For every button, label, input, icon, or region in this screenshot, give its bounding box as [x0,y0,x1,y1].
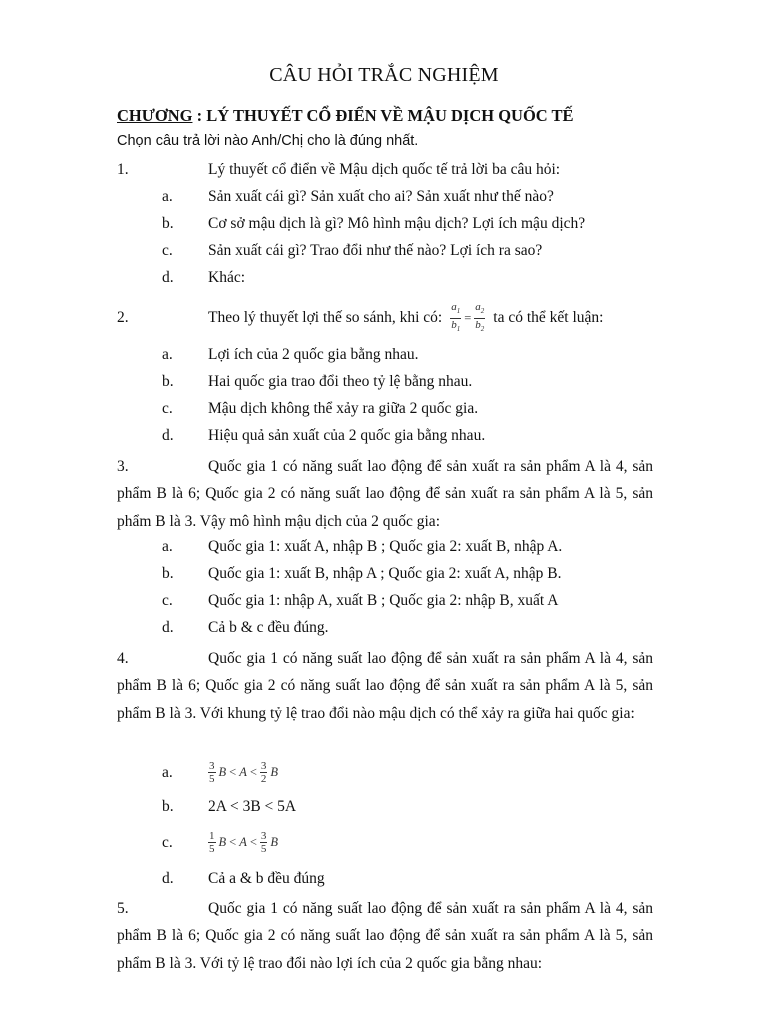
q2-option-d-letter: d. [162,427,174,444]
question-1-number: 1. [117,161,129,178]
q1-option-a-text: Sản xuất cái gì? Sản xuất cho ai? Sản xuất như thế nào? [208,188,554,205]
question-2-text-after: ta có thể kết luận: [493,309,604,326]
question-3-text: Quốc gia 1 có năng suất lao động để sản xuất ra sản phẩm A là 4, sản phẩm B là 6; Quốc gia 2 có năng suất lao động để sản xuất ra sản phẩm A là 5, sản phẩm B là 3. Vậy mô hình mậu dịch của 2 quốc gia: [117,458,653,530]
q2-option-b-letter: b. [162,373,174,390]
q3-option-a-text: Quốc gia 1: xuất A, nhập B ; Quốc gia 2: xuất B, nhập A. [208,538,563,555]
ratio-formula: $\frac{a_1}{b_1}$ = $\frac{a_2}{b_2}$ [451,301,485,333]
q3-option-b-text: Quốc gia 1: xuất B, nhập A ; Quốc gia 2: xuất A, nhập B. [208,565,562,582]
q2-option-c-letter: c. [162,400,173,417]
chapter-heading [117,106,574,126]
question-5-text: Quốc gia 1 có năng suất lao động để sản xuất ra sản phẩm A là 4, sản phẩm B là 6; Quốc gia 2 có năng suất lao động để sản xuất ra sản phẩm A là 5, sản phẩm B là 3. Với tỷ lệ trao đổi nào lợi ích của 2 quốc gia bằng nhau: [117,900,653,972]
chapter-label: CHƯƠNG [117,106,193,125]
q4-option-a-inequality: 3 5 B < A < 3 2 B [209,759,279,785]
q3-option-a-letter: a. [162,538,173,555]
q2-option-d-text: Hiệu quả sản xuất của 2 quốc gia bằng nhau. [208,427,486,444]
q1-option-c-letter: c. [162,242,173,259]
q3-option-d-text: Cả b & c đều đúng. [208,619,329,636]
q2-option-a-text: Lợi ích của 2 quốc gia bằng nhau. [208,346,419,363]
q1-option-d-text: Khác: [208,269,246,286]
question-4-number: 4. [117,650,129,667]
q3-option-c-text: Quốc gia 1: nhập A, xuất B ; Quốc gia 2: nhập B, xuất A [208,592,559,609]
question-2-text [208,300,603,336]
question-5-number: 5. [117,900,129,917]
q3-option-c-letter: c. [162,592,173,609]
question-3-number: 3. [117,458,129,475]
q2-option-b-text: Hai quốc gia trao đổi theo tỷ lệ bằng nhau. [208,373,473,390]
q4-option-b-letter: b. [162,798,174,815]
q4-option-d-text: Cả a & b đều đúng [208,870,325,887]
q1-option-b-text: Cơ sở mậu dịch là gì? Mô hình mậu dịch? Lợi ích mậu dịch? [208,215,586,232]
q4-option-c-letter: c. [162,834,173,851]
chapter-name: LÝ THUYẾT CỔ ĐIỂN VỀ MẬU DỊCH QUỐC TẾ [206,106,574,125]
q2-option-a-letter: a. [162,346,173,363]
q4-option-b-text: 2A < 3B < 5A [208,798,297,815]
page-title: CÂU HỎI TRẮC NGHIỆM [269,64,499,86]
q2-option-c-text: Mậu dịch không thể xảy ra giữa 2 quốc gia. [208,400,479,417]
q1-option-d-letter: d. [162,269,174,286]
q1-option-c-text: Sản xuất cái gì? Trao đổi như thế nào? Lợi ích ra sao? [208,242,543,259]
q4-option-c-inequality: 1 5 B < A < 3 5 B [209,829,279,855]
instruction-text: Chọn câu trả lời nào Anh/Chị cho là đúng nhất. [117,133,419,149]
q1-option-a-letter: a. [162,188,173,205]
question-3 [117,453,653,535]
q3-option-d-letter: d. [162,619,174,636]
q4-option-a-letter: a. [162,764,173,781]
q3-option-b-letter: b. [162,565,174,582]
question-2-text-before: Theo lý thuyết lợi thế so sánh, khi có: [208,309,443,326]
chapter-separator: : [192,106,207,125]
q1-option-b-letter: b. [162,215,174,232]
question-4 [117,645,653,727]
question-2-number: 2. [117,309,129,326]
q4-option-d-letter: d. [162,870,174,887]
question-5 [117,895,653,977]
question-4-text: Quốc gia 1 có năng suất lao động để sản xuất ra sản phẩm A là 4, sản phẩm B là 6; Quốc gia 2 có năng suất lao động để sản xuất ra sản phẩm A là 5, sản phẩm B là 3. Với khung tỷ lệ trao đổi nào mậu dịch có thể xảy ra giữa hai quốc gia: [117,650,653,722]
question-1-text: Lý thuyết cổ điển về Mậu dịch quốc tế trả lời ba câu hỏi: [208,161,561,178]
